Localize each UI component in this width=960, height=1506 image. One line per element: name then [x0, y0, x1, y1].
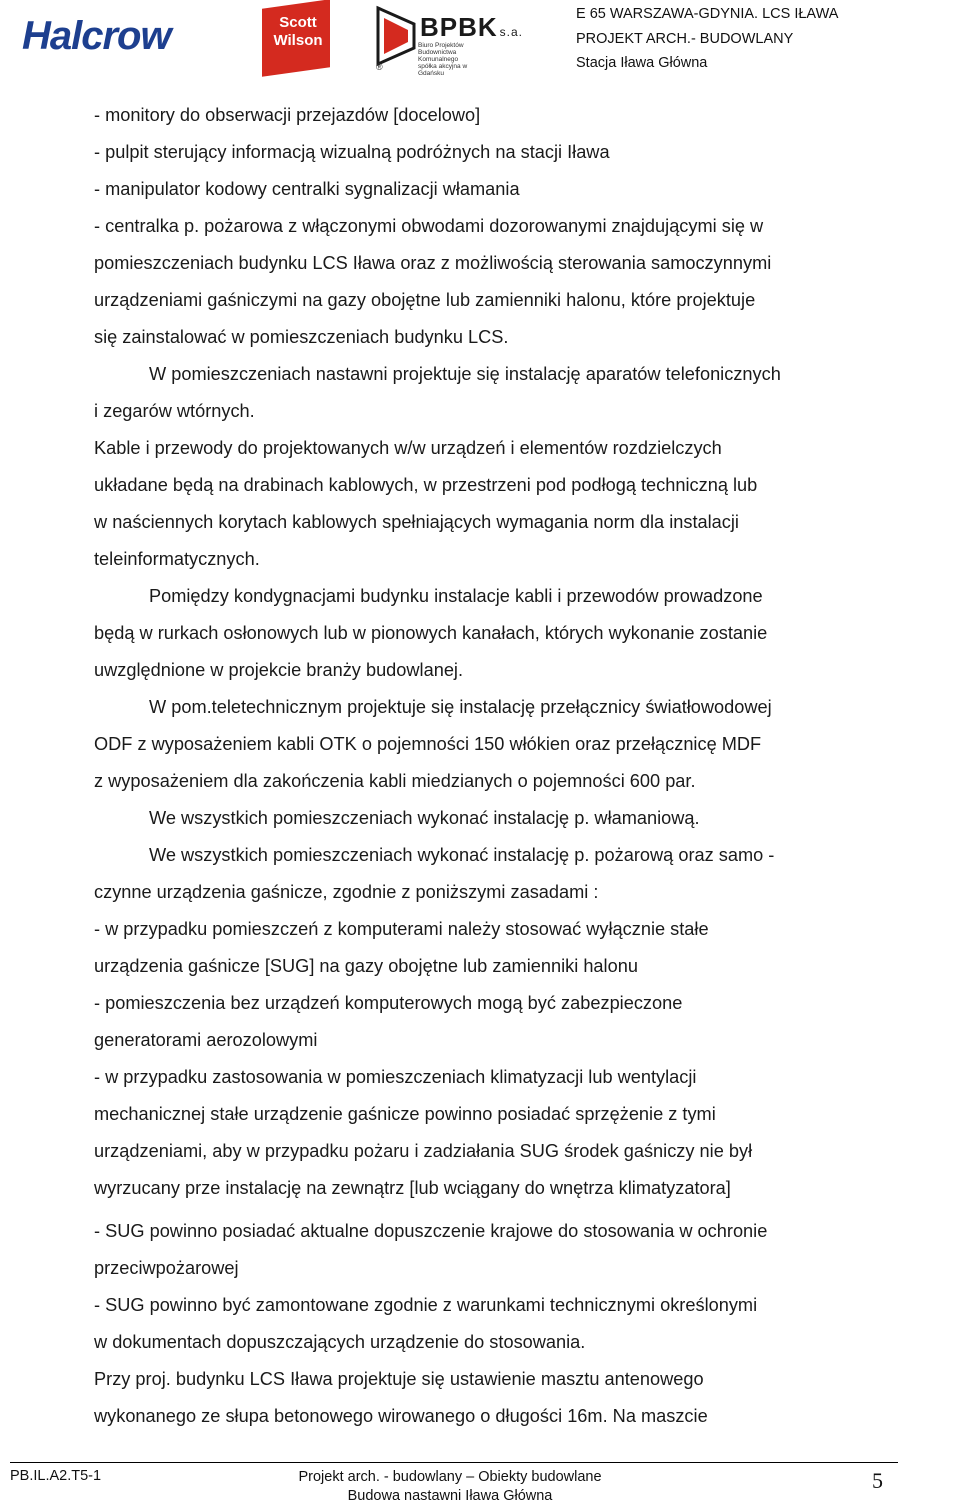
body-line: - monitory do obserwacji przejazdów [docelowo] — [94, 105, 481, 125]
body-line: urządzeniami, aby w przypadku pożaru i zadziałania SUG środek gaśniczy nie był — [94, 1141, 753, 1161]
body-line: - SUG powinno być zamontowane zgodnie z warunkami technicznymi określonymi — [94, 1295, 758, 1315]
project-line-2: PROJEKT ARCH.- BUDOWLANY — [576, 30, 794, 47]
body-line: uwzględnione w projekcie branży budowlanej. — [94, 660, 464, 680]
body-line: w naściennych korytach kablowych spełniających wymagania norm dla instalacji — [94, 512, 739, 532]
body-line: wykonanego ze słupa betonowego wirowanego o długości 16m. Na maszcie — [94, 1406, 708, 1426]
body-line: i zegarów wtórnych. — [94, 401, 255, 421]
page-header — [0, 0, 960, 80]
bpbk-logo-name: BPBK — [420, 12, 498, 42]
body-line: mechanicznej stałe urządzenie gaśnicze powinno posiadać sprzężenie z tymi — [94, 1104, 716, 1124]
body-line: - pomieszczenia bez urządzeń komputerowych mogą być zabezpieczone — [94, 993, 683, 1013]
body-line: urządzenia gaśnicze [SUG] na gazy obojętne lub zamienniki halonu — [94, 956, 638, 976]
body-line: W pomieszczeniach nastawni projektuje się instalację aparatów telefonicznych — [149, 364, 781, 384]
body-line: - w przypadku zastosowania w pomieszczeniach klimatyzacji lub wentylacji — [94, 1067, 697, 1087]
body-line: ODF z wyposażeniem kabli OTK o pojemności 150 włókien oraz przełącznicę MDF — [94, 734, 762, 754]
body-line: wyrzucany prze instalację na zewnątrz [lub wciągany do wnętrza klimatyzatora] — [94, 1178, 731, 1198]
footer-title-line-2: Budowa nastawni Iława Główna — [347, 1488, 553, 1504]
bpbk-logo-sa: s.a. — [499, 25, 524, 39]
footer-doc-code: PB.IL.A2.T5-1 — [10, 1468, 102, 1484]
footer-title — [270, 1468, 630, 1506]
project-info — [576, 2, 838, 76]
body-line: z wyposażeniem dla zakończenia kabli miedzianych o pojemności 600 par. — [94, 771, 696, 791]
page-number: 5 — [872, 1468, 883, 1493]
document-body — [94, 97, 894, 1435]
body-line: - w przypadku pomieszczeń z komputerami należy stosować wyłącznie stałe — [94, 919, 709, 939]
registered-icon: ® — [376, 62, 383, 72]
body-line: - SUG powinno posiadać aktualne dopuszczenie krajowe do stosowania w ochronie — [94, 1221, 768, 1241]
body-line: - manipulator kodowy centralki sygnalizacji włamania — [94, 179, 520, 199]
halcrow-logo: Halcrow — [22, 14, 171, 58]
body-line: - centralka p. pożarowa z włączonymi obwodami dozorowanymi znajdującymi się w — [94, 216, 764, 236]
body-line: - pulpit sterujący informacją wizualną podróżnych na stacji Iława — [94, 142, 610, 162]
body-line: się zainstalować w pomieszczeniach budynku LCS. — [94, 327, 509, 347]
body-line: Kable i przewody do projektowanych w/w urządzeń i elementów rozdzielczych — [94, 438, 722, 458]
body-line: w dokumentach dopuszczających urządzenie do stosowania. — [94, 1332, 586, 1352]
scott-wilson-logo — [268, 14, 328, 50]
body-line: przeciwpożarowej — [94, 1258, 239, 1278]
project-line-3: Stacja Iława Główna — [576, 55, 708, 71]
footer-divider — [10, 1462, 898, 1463]
body-line: W pom.teletechnicznym projektuje się instalację przełącznicy światłowodowej — [149, 697, 772, 717]
scott-wilson-logo-line1: Scott — [279, 14, 317, 31]
body-line: będą w rurkach osłonowych lub w pionowych kanałach, których wykonanie zostanie — [94, 623, 768, 643]
body-line: We wszystkich pomieszczeniach wykonać instalację p. pożarową oraz samo - — [149, 845, 775, 865]
bpbk-logo-subtitle: Biuro Projektów Budownictwa Komunalnego spółka akcyjna w Gdańsku — [418, 42, 468, 77]
body-line: Pomiędzy kondygnacjami budynku instalacje kabli i przewodów prowadzone — [149, 586, 763, 606]
body-line: urządzeniami gaśniczymi na gazy obojętne lub zamienniki halonu, które projektuje — [94, 290, 756, 310]
bpbk-logo-icon — [374, 4, 418, 70]
body-line: We wszystkich pomieszczeniach wykonać instalację p. włamaniową. — [149, 808, 700, 828]
project-line-1: E 65 WARSZAWA-GDYNIA. LCS IŁAWA — [576, 6, 839, 22]
body-line: teleinformatycznych. — [94, 549, 260, 569]
footer-title-line-1: Projekt arch. - budowlany – Obiekty budowlane — [298, 1469, 602, 1485]
scott-wilson-logo-line2: Wilson — [273, 32, 323, 49]
body-line: Przy proj. budynku LCS Iława projektuje się ustawienie masztu antenowego — [94, 1369, 704, 1389]
bpbk-logo — [420, 12, 523, 43]
body-line: generatorami aerozolowymi — [94, 1030, 318, 1050]
body-line: czynne urządzenia gaśnicze, zgodnie z poniższymi zasadami : — [94, 882, 599, 902]
body-line: pomieszczeniach budynku LCS Iława oraz z możliwością sterowania samoczynnymi — [94, 253, 772, 273]
body-line: układane będą na drabinach kablowych, w przestrzeni pod podłogą techniczną lub — [94, 475, 758, 495]
